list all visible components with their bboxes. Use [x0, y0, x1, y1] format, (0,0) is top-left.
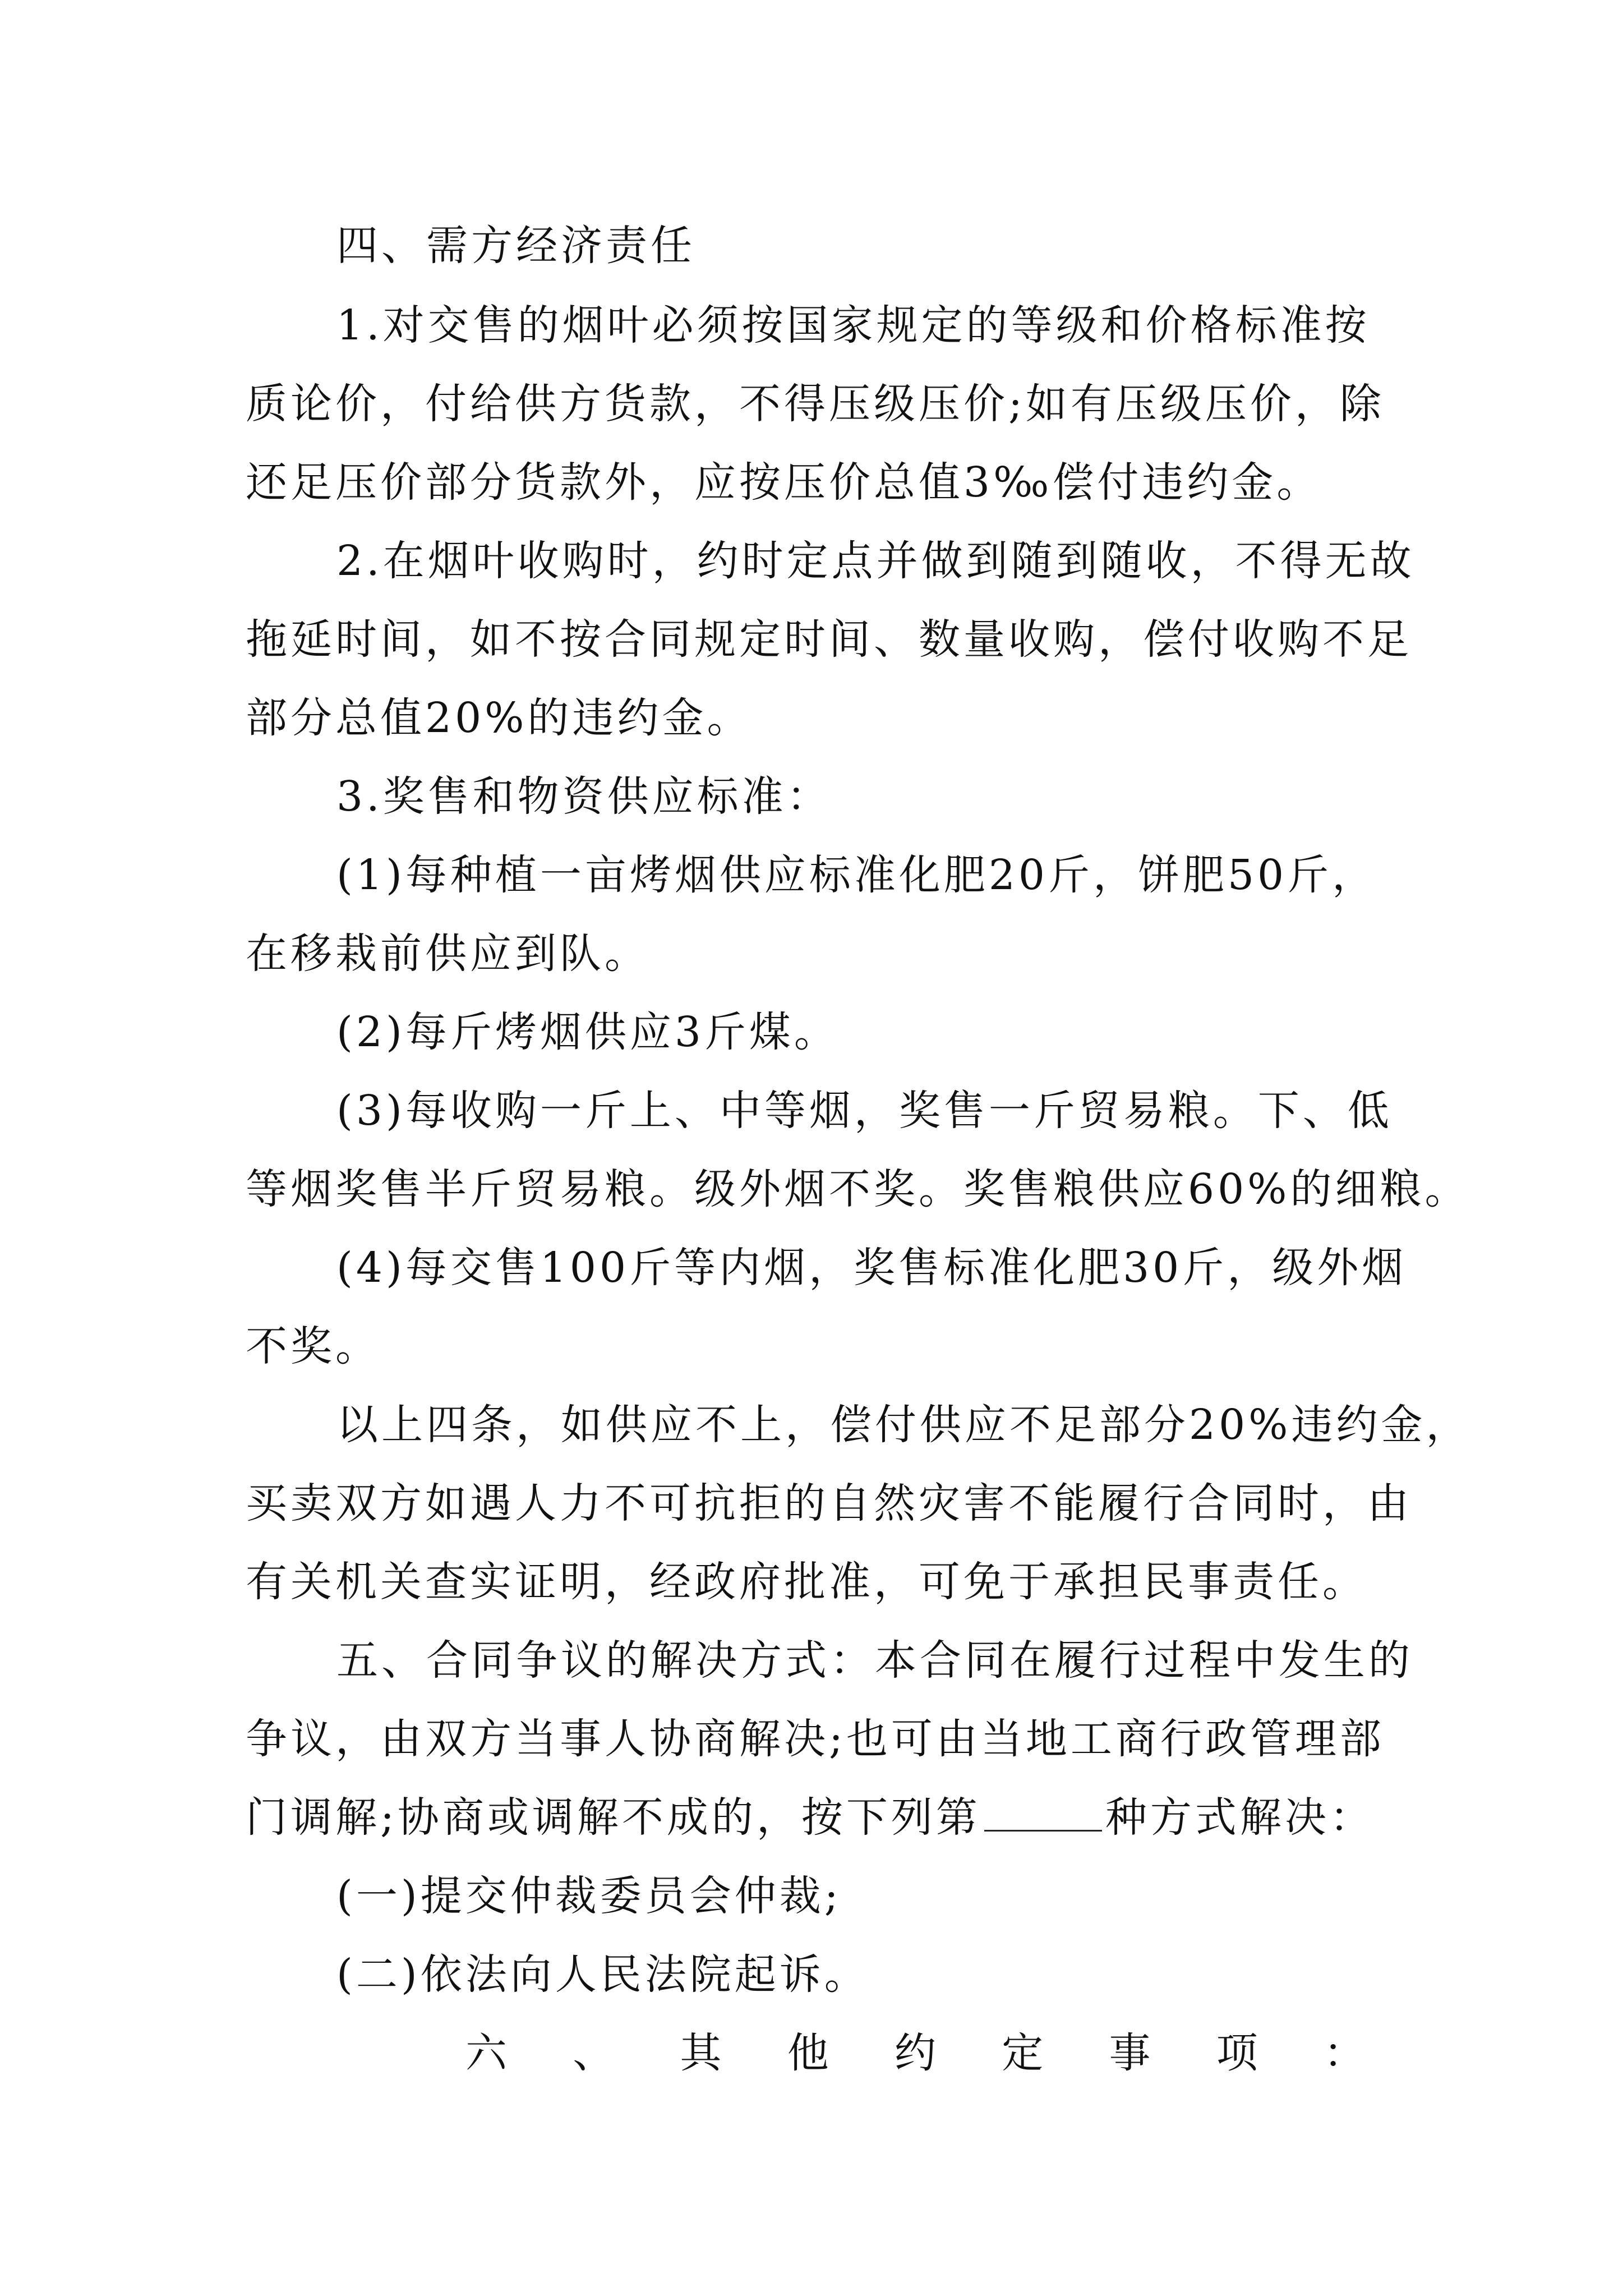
section-heading-5: 五、合同争议的解决方式：本合同在履行过程中发生的 — [336, 1636, 1413, 1685]
heading-char: 约 — [895, 2029, 939, 2077]
paragraph-line: 质论价，付给供方货款，不得压级压价;如有压级压价，除 — [246, 380, 1385, 428]
paragraph-line: 还足压价部分货款外，应按压价总值3‰偿付违约金。 — [246, 458, 1322, 507]
text-after-blank: 种方式解决： — [1105, 1793, 1375, 1842]
heading-char: 六 — [465, 2029, 510, 2077]
paragraph-line: 2.在烟叶收购时，约时定点并做到随到随收，不得无故 — [336, 537, 1415, 585]
paragraph-line: 3.奖售和物资供应标准： — [336, 772, 832, 821]
list-item: (3)每收购一斤上、中等烟，奖售一斤贸易粮。下、低 — [336, 1087, 1393, 1135]
heading-char: 事 — [1109, 2029, 1154, 2077]
paragraph-line: 在移栽前供应到队。 — [246, 930, 649, 978]
text-before-blank: 门调解;协商或调解不成的，按下列第 — [246, 1793, 981, 1842]
section-heading-6 — [465, 2025, 1368, 2081]
heading-char: 其 — [680, 2029, 725, 2077]
list-item: (2)每斤烤烟供应3斤煤。 — [336, 1008, 839, 1056]
paragraph-line-with-blank — [246, 1789, 1375, 1846]
paragraph-line: 拖延时间，如不按合同规定时间、数量收购，偿付收购不足 — [246, 615, 1412, 664]
paragraph-line: 部分总值20%的违约金。 — [246, 694, 752, 742]
paragraph-line: 争议，由双方当事人协商解决;也可由当地工商行政管理部 — [246, 1715, 1385, 1763]
list-item: (1)每种植一亩烤烟供应标准化肥20斤，饼肥50斤， — [336, 851, 1377, 899]
heading-char: 项 — [1216, 2029, 1261, 2077]
fill-in-blank[interactable] — [984, 1795, 1102, 1832]
heading-char: 他 — [787, 2029, 832, 2077]
list-item: (4)每交售100斤等内烟，奖售标准化肥30斤，级外烟 — [336, 1244, 1407, 1292]
paragraph-line: 1.对交售的烟叶必须按国家规定的等级和价格标准按 — [336, 301, 1370, 349]
paragraph-line: 不奖。 — [246, 1322, 380, 1370]
heading-char: ： — [1324, 2029, 1368, 2077]
heading-char: 、 — [573, 2029, 618, 2077]
section-heading-4: 四、需方经济责任 — [336, 222, 695, 270]
list-item: (二)依法向人民法院起诉。 — [336, 1950, 869, 1999]
list-item: (一)提交仲裁委员会仲裁; — [336, 1872, 842, 1920]
paragraph-line: 以上四条，如供应不上，偿付供应不足部分20%违约金， — [336, 1401, 1471, 1449]
heading-char: 定 — [1002, 2029, 1047, 2077]
paragraph-line: 等烟奖售半斤贸易粮。级外烟不奖。奖售粮供应60%的细粮。 — [246, 1165, 1470, 1213]
paragraph-line: 有关机关查实证明，经政府批准，可免于承担民事责任。 — [246, 1558, 1367, 1606]
paragraph-line: 买卖双方如遇人力不可抗拒的自然灾害不能履行合同时，由 — [246, 1479, 1412, 1527]
